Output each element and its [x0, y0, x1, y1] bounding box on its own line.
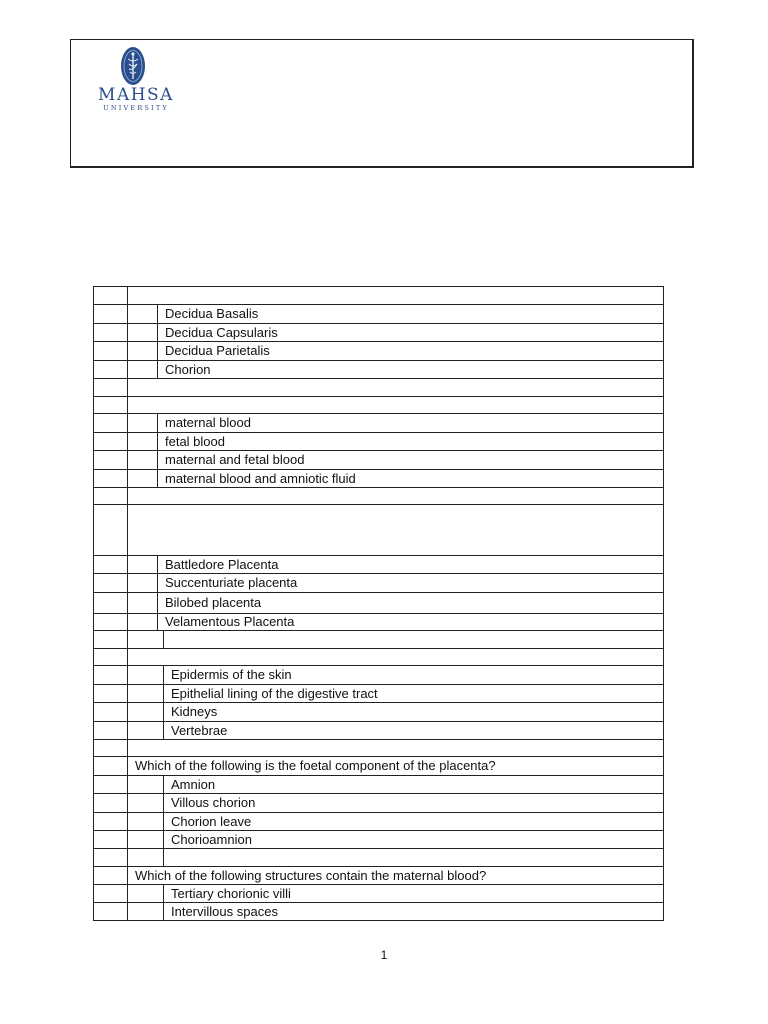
option-letter-cell — [128, 451, 158, 470]
blank-cell — [94, 470, 128, 488]
blank-cell — [94, 885, 128, 903]
blank-cell — [128, 488, 664, 505]
option-letter-cell — [128, 342, 158, 361]
option-text: Epidermis of the skin — [164, 666, 664, 685]
spacer-row — [94, 379, 664, 397]
option-letter-cell — [128, 885, 164, 903]
spacer-row — [94, 631, 664, 649]
option-letter-cell — [128, 433, 158, 451]
blank-cell — [94, 433, 128, 451]
option-letter-cell — [128, 593, 158, 614]
blank-cell — [94, 722, 128, 740]
blank-cell — [94, 849, 128, 867]
blank-cell — [94, 324, 128, 342]
option-letter-cell — [128, 831, 164, 849]
blank-cell — [94, 593, 128, 614]
option-text: Decidua Capsularis — [158, 324, 664, 342]
crest-icon — [120, 46, 146, 86]
option-row — [94, 305, 664, 324]
option-row — [94, 574, 664, 593]
question-row — [94, 649, 664, 666]
question-prompt — [128, 649, 664, 666]
option-text: Bilobed placenta — [158, 593, 664, 614]
question-prompt — [128, 505, 664, 556]
blank-cell — [94, 740, 128, 757]
option-letter-cell — [128, 574, 158, 593]
option-row — [94, 813, 664, 831]
spacer-row — [94, 849, 664, 867]
blank-cell — [94, 414, 128, 433]
blank-cell — [94, 305, 128, 324]
blank-cell — [128, 379, 664, 397]
question-prompt — [128, 287, 664, 305]
option-row — [94, 903, 664, 921]
blank-cell — [94, 685, 128, 703]
option-text: Kidneys — [164, 703, 664, 722]
option-text: Chorion leave — [164, 813, 664, 831]
option-letter-cell — [128, 794, 164, 813]
option-letter-cell — [128, 414, 158, 433]
blank-cell — [94, 903, 128, 921]
option-row — [94, 556, 664, 574]
option-row — [94, 414, 664, 433]
blank-cell — [94, 776, 128, 794]
option-row — [94, 451, 664, 470]
blank-cell — [94, 794, 128, 813]
blank-cell — [94, 379, 128, 397]
logo-name: MAHSA — [98, 85, 174, 105]
option-letter-cell — [128, 305, 158, 324]
spacer-row — [94, 740, 664, 757]
blank-cell — [94, 451, 128, 470]
university-logo — [96, 46, 176, 116]
option-text: Decidua Parietalis — [158, 342, 664, 361]
question-number-cell — [94, 397, 128, 414]
option-letter-cell — [128, 722, 164, 740]
option-row — [94, 831, 664, 849]
logo-subtitle: UNIVERSITY — [103, 104, 169, 112]
blank-cell — [94, 831, 128, 849]
option-row — [94, 324, 664, 342]
option-row — [94, 776, 664, 794]
question-table — [93, 286, 664, 921]
question-number-cell — [94, 649, 128, 666]
question-prompt — [128, 397, 664, 414]
blank-cell — [164, 631, 664, 649]
blank-cell — [94, 813, 128, 831]
option-row — [94, 722, 664, 740]
option-row — [94, 794, 664, 813]
option-text: maternal and fetal blood — [158, 451, 664, 470]
blank-cell — [128, 849, 164, 867]
question-row — [94, 505, 664, 556]
spacer-row — [94, 488, 664, 505]
blank-cell — [128, 740, 664, 757]
option-row — [94, 614, 664, 631]
blank-cell — [94, 703, 128, 722]
option-letter-cell — [128, 556, 158, 574]
question-row — [94, 867, 664, 885]
blank-cell — [94, 666, 128, 685]
question-number-cell — [94, 505, 128, 556]
option-row — [94, 666, 664, 685]
option-letter-cell — [128, 813, 164, 831]
question-number-cell — [94, 867, 128, 885]
question-prompt: Which of the following structures contain the maternal blood? — [128, 867, 664, 885]
option-text: Chorioamnion — [164, 831, 664, 849]
option-text: Amnion — [164, 776, 664, 794]
option-row — [94, 470, 664, 488]
option-text: Intervillous spaces — [164, 903, 664, 921]
option-row — [94, 703, 664, 722]
option-letter-cell — [128, 324, 158, 342]
option-text: maternal blood — [158, 414, 664, 433]
option-letter-cell — [128, 470, 158, 488]
option-text: fetal blood — [158, 433, 664, 451]
question-prompt: Which of the following is the foetal component of the placenta? — [128, 757, 664, 776]
option-row — [94, 342, 664, 361]
option-letter-cell — [128, 703, 164, 722]
blank-cell — [94, 342, 128, 361]
blank-cell — [94, 631, 128, 649]
option-row — [94, 685, 664, 703]
blank-cell — [94, 556, 128, 574]
blank-cell — [94, 614, 128, 631]
option-text: Velamentous Placenta — [158, 614, 664, 631]
question-row — [94, 287, 664, 305]
blank-cell — [128, 631, 164, 649]
option-text: Villous chorion — [164, 794, 664, 813]
option-text: Epithelial lining of the digestive tract — [164, 685, 664, 703]
option-letter-cell — [128, 903, 164, 921]
option-letter-cell — [128, 666, 164, 685]
option-letter-cell — [128, 614, 158, 631]
question-row — [94, 757, 664, 776]
question-number-cell — [94, 287, 128, 305]
blank-cell — [94, 361, 128, 379]
option-text: maternal blood and amniotic fluid — [158, 470, 664, 488]
option-text: Succenturiate placenta — [158, 574, 664, 593]
option-letter-cell — [128, 685, 164, 703]
option-text: Tertiary chorionic villi — [164, 885, 664, 903]
option-row — [94, 885, 664, 903]
blank-cell — [164, 849, 664, 867]
option-text: Chorion — [158, 361, 664, 379]
option-text: Battledore Placenta — [158, 556, 664, 574]
option-row — [94, 433, 664, 451]
question-number-cell — [94, 757, 128, 776]
option-row — [94, 593, 664, 614]
blank-cell — [94, 488, 128, 505]
option-letter-cell — [128, 776, 164, 794]
option-row — [94, 361, 664, 379]
option-text: Decidua Basalis — [158, 305, 664, 324]
question-row — [94, 397, 664, 414]
page-number: 1 — [380, 948, 388, 962]
option-text: Vertebrae — [164, 722, 664, 740]
blank-cell — [94, 574, 128, 593]
option-letter-cell — [128, 361, 158, 379]
